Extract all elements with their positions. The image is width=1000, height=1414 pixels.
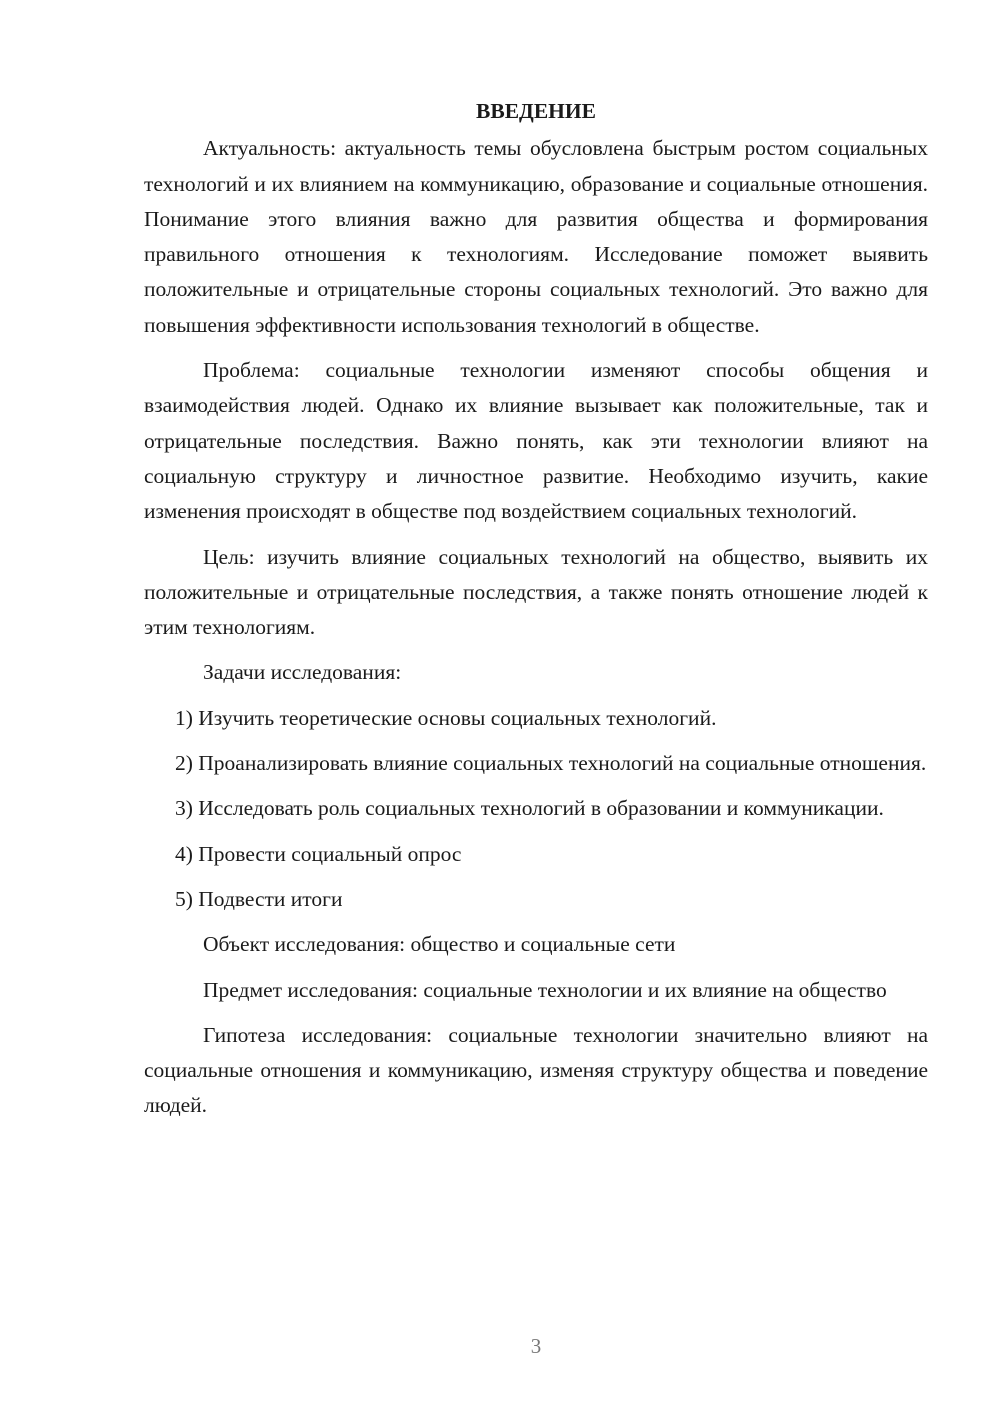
relevance-paragraph: Актуальность: актуальность темы обусловлена быстрым ростом социальных технологий и их влиянием на коммуникацию, образование и социальные отношения. Понимание этого влияния важно для развития общества и формирования правильного отношения к технологиям. Исследование поможет выявить положительные и отрицательные стороны социальных технологий. Это важно для повышения эффективности использования технологий в обществе. — [144, 136, 928, 337]
page-content — [144, 94, 928, 1134]
tasks-heading: Задачи исследования: — [203, 660, 402, 685]
page-number: 3 — [530, 1334, 542, 1358]
research-object: Объект исследования: общество и социальные сети — [203, 932, 676, 957]
goal-paragraph: Цель: изучить влияние социальных технологий на общество, выявить их положительные и отрицательные последствия, а также понять отношение людей к этим технологиям. — [144, 544, 928, 640]
research-hypothesis: Гипотеза исследования: социальные технологии значительно влияют на социальные отношения и коммуникацию, изменяя структуру общества и поведение людей. — [144, 1022, 928, 1118]
task-item: 5) Подвести итоги — [175, 886, 343, 911]
problem-paragraph: Проблема: социальные технологии изменяют способы общения и взаимодействия людей. Однако их влияние вызывает как положительные, так и отрицательные последствия. Важно понять, как эти технологии влияют на социальную структуру и личностное развитие. Необходимо изучить, какие изменения происходят в обществе под воздействием социальных технологий. — [144, 358, 928, 524]
research-subject: Предмет исследования: социальные технологии и их влияние на общество — [203, 977, 887, 1002]
task-item: 1) Изучить теоретические основы социальных технологий. — [175, 705, 717, 730]
task-item: 3) Исследовать роль социальных технологий в образовании и коммуникации. — [175, 796, 884, 821]
page-title: ВВЕДЕНИЕ — [476, 99, 596, 123]
task-item: 4) Провести социальный опрос — [175, 841, 462, 866]
task-item: 2) Проанализировать влияние социальных технологий на социальные отношения. — [175, 751, 927, 776]
